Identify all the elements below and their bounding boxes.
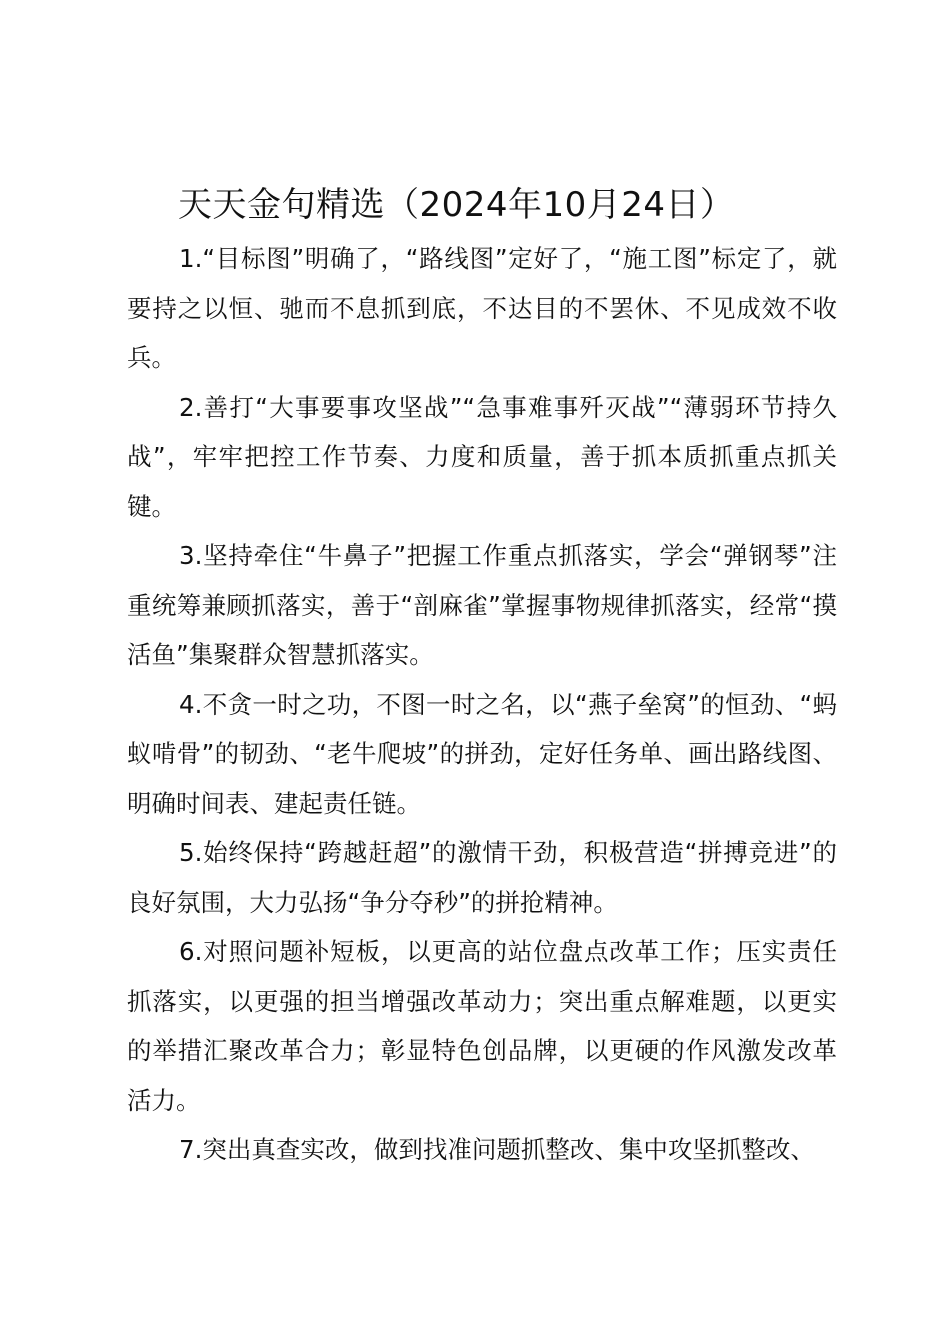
paragraph-7: 7.突出真查实改，做到找准问题抓整改、集中攻坚抓整改、 bbox=[179, 1135, 815, 1164]
paragraph-3: 3.坚持牵住“牛鼻子”把握工作重点抓落实，学会“弹钢琴”注重统筹兼顾抓落实，善于“剖麻雀”掌握事物规律抓落实，经常“摸活鱼”集聚群众智慧抓落实。 bbox=[127, 541, 837, 669]
paragraph-1: 1.“目标图”明确了，“路线图”定好了，“施工图”标定了，就要持之以恒、驰而不息抓到底，不达目的不罢休、不见成效不收兵。 bbox=[127, 244, 837, 372]
paragraph-6: 6.对照问题补短板，以更高的站位盘点改革工作；压实责任抓落实，以更强的担当增强改革动力；突出重点解难题，以更实的举措汇聚改革合力；彰显特色创品牌，以更硬的作风激发改革活力。 bbox=[127, 937, 837, 1115]
document-body bbox=[127, 234, 837, 1175]
document-title: 天天金句精选（2024年10月24日） bbox=[178, 185, 735, 225]
paragraph-2: 2.善打“大事要事攻坚战”“急事难事歼灭战”“薄弱环节持久战”，牢牢把控工作节奏、力度和质量，善于抓本质抓重点抓关键。 bbox=[127, 392, 837, 521]
paragraph-5: 5.始终保持“跨越赶超”的激情干劲，积极营造“拼搏竞进”的良好氛围，大力弘扬“争分夺秒”的拼抢精神。 bbox=[127, 838, 837, 917]
paragraph-4: 4.不贪一时之功，不图一时之名，以“燕子垒窝”的恒劲、“蚂蚁啃骨”的韧劲、“老牛爬坡”的拼劲，定好任务单、画出路线图、明确时间表、建起责任链。 bbox=[127, 689, 837, 818]
